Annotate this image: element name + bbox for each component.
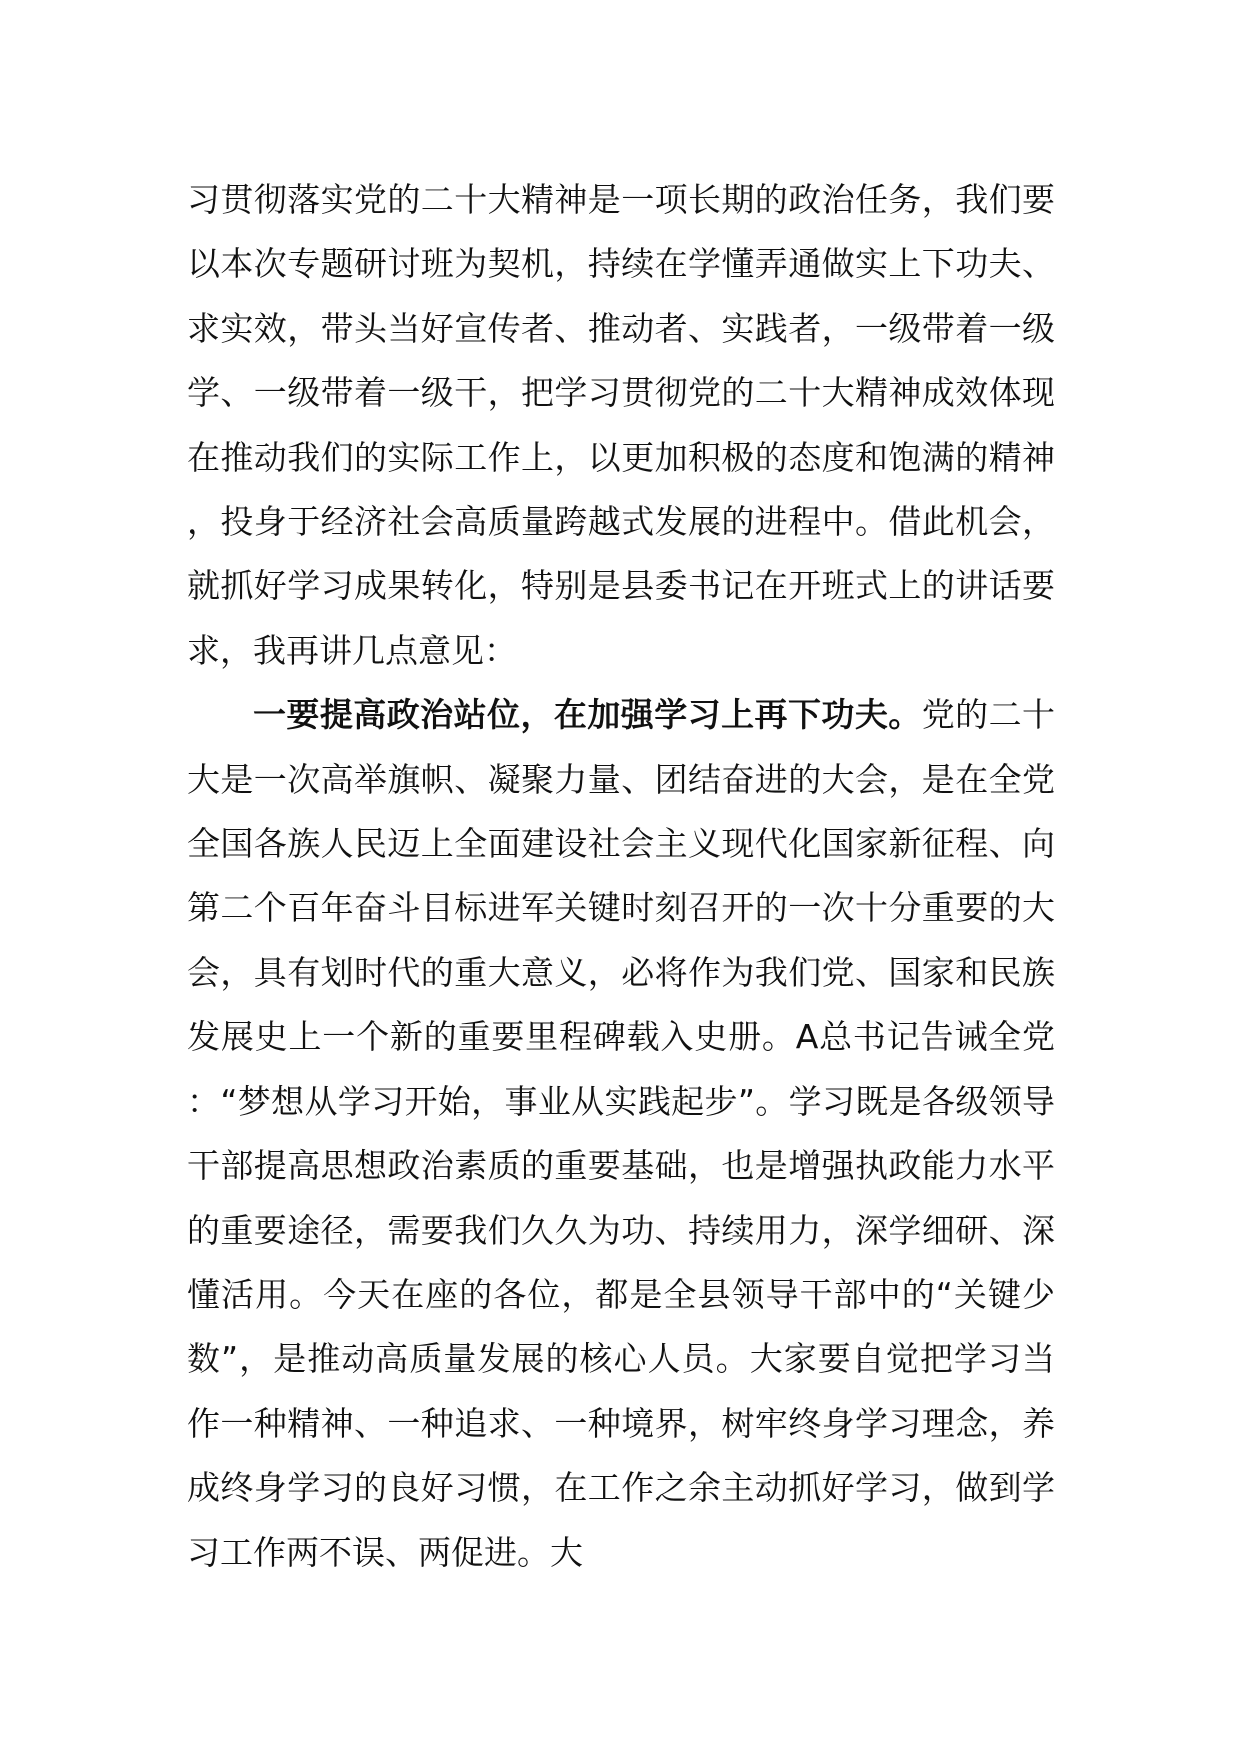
paragraph-lead-heading: 一要提高政治站位，在加强学习上再下功夫。 (253, 695, 922, 735)
paragraph-point-one (187, 683, 1055, 1585)
paragraph-text: 党的二十大是一次高举旗帜、凝聚力量、团结奋进的大会，是在全党全国各族人民迈上全面建设社会主义现代化国家新征程、向第二个百年奋斗目标进军关键时刻召开的一次十分重要的大会，具有划时代的重大意义，必将作为我们党、国家和民族发展史上一个新的重要里程碑载入史册。A总书记告诫全党：“梦想从学习开始，事业从实践起步”。学习既是各级领导干部提高思想政治素质的重要基础，也是增强执政能力水平的重要途径，需要我们久久为功、持续用力，深学细研、深懂活用。今天在座的各位，都是全县领导干部中的“关键少数”，是推动高质量发展的核心人员。大家要自觉把学习当作一种精神、一种追求、一种境界，树牢终身学习理念，养成终身学习的良好习惯，在工作之余主动抓好学习，做到学习工作两不误、两促进。大 (187, 695, 1056, 1572)
document-body (187, 168, 1055, 1585)
paragraph-text: 习贯彻落实党的二十大精神是一项长期的政治任务，我们要以本次专题研讨班为契机，持续在学懂弄通做实上下功夫、求实效，带头当好宣传者、推动者、实践者，一级带着一级学、一级带着一级干，把学习贯彻党的二十大精神成效体现在推动我们的实际工作上，以更加积极的态度和饱满的精神，投身于经济社会高质量跨越式发展的进程中。借此机会，就抓好学习成果转化，特别是县委书记在开班式上的讲话要求，我再讲几点意见： (187, 180, 1055, 670)
paragraph-continuation (187, 168, 1055, 683)
